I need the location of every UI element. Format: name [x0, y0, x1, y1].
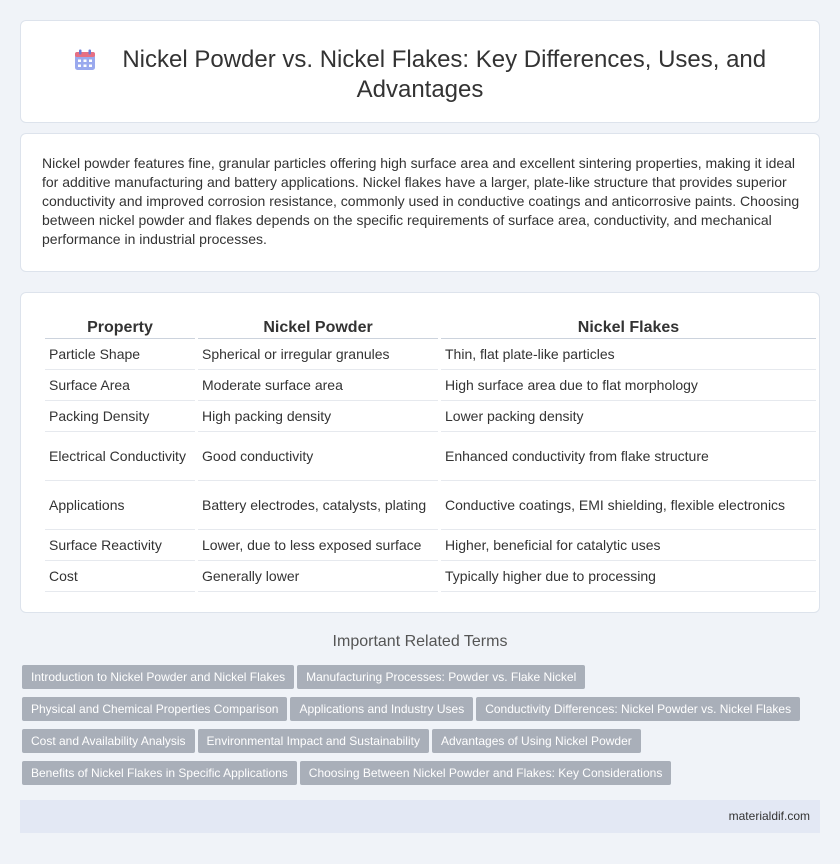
related-terms-tags	[22, 665, 822, 793]
cell-property: Surface Area	[45, 370, 195, 401]
related-terms-title: Important Related Terms	[332, 633, 508, 650]
tag-link[interactable]: Advantages of Using Nickel Powder	[432, 729, 641, 753]
page-title-line1: Nickel Powder vs. Nickel Flakes: Key Differences, Uses, and	[122, 46, 767, 73]
footer	[20, 800, 820, 833]
cell-flakes: Typically higher due to processing	[441, 561, 816, 592]
tag-link[interactable]: Choosing Between Nickel Powder and Flakes: Key Considerations	[300, 761, 672, 785]
cell-powder: High packing density	[198, 401, 438, 432]
footer-site[interactable]: materialdif.com	[728, 809, 810, 823]
tag-link[interactable]: Cost and Availability Analysis	[22, 729, 195, 753]
cell-flakes: Conductive coatings, EMI shielding, flexible electronics	[441, 481, 816, 530]
cell-flakes: Thin, flat plate-like particles	[441, 339, 816, 370]
header-nickel-flakes: Nickel Flakes	[441, 315, 816, 339]
header-card	[20, 20, 820, 123]
cell-powder: Lower, due to less exposed surface	[198, 530, 438, 561]
page-title	[122, 45, 766, 75]
cell-flakes: Lower packing density	[441, 401, 816, 432]
table-row	[45, 339, 816, 370]
tag-link[interactable]: Applications and Industry Uses	[290, 697, 473, 721]
cell-flakes: Higher, beneficial for catalytic uses	[441, 530, 816, 561]
table-row	[45, 370, 816, 401]
cell-property: Particle Shape	[45, 339, 195, 370]
tag-link[interactable]: Manufacturing Processes: Powder vs. Flake Nickel	[297, 665, 585, 689]
page-title-line2: Advantages	[356, 76, 484, 103]
cell-property: Electrical Conductivity	[45, 432, 195, 481]
tag-link[interactable]: Environmental Impact and Sustainability	[198, 729, 429, 753]
tag-row	[22, 665, 822, 697]
cell-property: Packing Density	[45, 401, 195, 432]
table-row	[45, 401, 816, 432]
tag-link[interactable]: Physical and Chemical Properties Comparison	[22, 697, 287, 721]
table-row	[45, 481, 816, 530]
cell-powder: Good conductivity	[198, 432, 438, 481]
table-row	[45, 432, 816, 481]
tag-row	[22, 761, 822, 793]
cell-powder: Generally lower	[198, 561, 438, 592]
header-property: Property	[45, 315, 195, 339]
tag-row	[22, 729, 822, 761]
cell-property: Applications	[45, 481, 195, 530]
comparison-table-card	[20, 292, 820, 613]
cell-flakes: Enhanced conductivity from flake structure	[441, 432, 816, 481]
table-header-row	[45, 315, 816, 339]
cell-powder: Battery electrodes, catalysts, plating	[198, 481, 438, 530]
table-row	[45, 561, 816, 592]
header-nickel-powder: Nickel Powder	[198, 315, 438, 339]
cell-property: Cost	[45, 561, 195, 592]
comparison-table	[42, 315, 819, 592]
cell-powder: Moderate surface area	[198, 370, 438, 401]
table-row	[45, 530, 816, 561]
intro-card	[20, 133, 820, 272]
cell-powder: Spherical or irregular granules	[198, 339, 438, 370]
calendar-icon	[74, 49, 96, 71]
tag-link[interactable]: Introduction to Nickel Powder and Nickel Flakes	[22, 665, 294, 689]
tag-link[interactable]: Conductivity Differences: Nickel Powder vs. Nickel Flakes	[476, 697, 800, 721]
cell-property: Surface Reactivity	[45, 530, 195, 561]
cell-flakes: High surface area due to flat morphology	[441, 370, 816, 401]
tag-row	[22, 697, 822, 729]
title-wrap	[21, 45, 819, 105]
tag-link[interactable]: Benefits of Nickel Flakes in Specific Applications	[22, 761, 297, 785]
intro-paragraph: Nickel powder features fine, granular particles offering high surface area and excellent sintering properties, making it ideal for additive manufacturing and battery applications. Nickel flakes have a larger, plate-like structure that provides superior conductivity and improved corrosion resistance, commonly used in conductive coatings and anticorrosive paints. Choosing between nickel powder and flakes depends on the specific requirements of surface area, conductivity, and mechanical performance in industrial processes.	[42, 155, 800, 247]
